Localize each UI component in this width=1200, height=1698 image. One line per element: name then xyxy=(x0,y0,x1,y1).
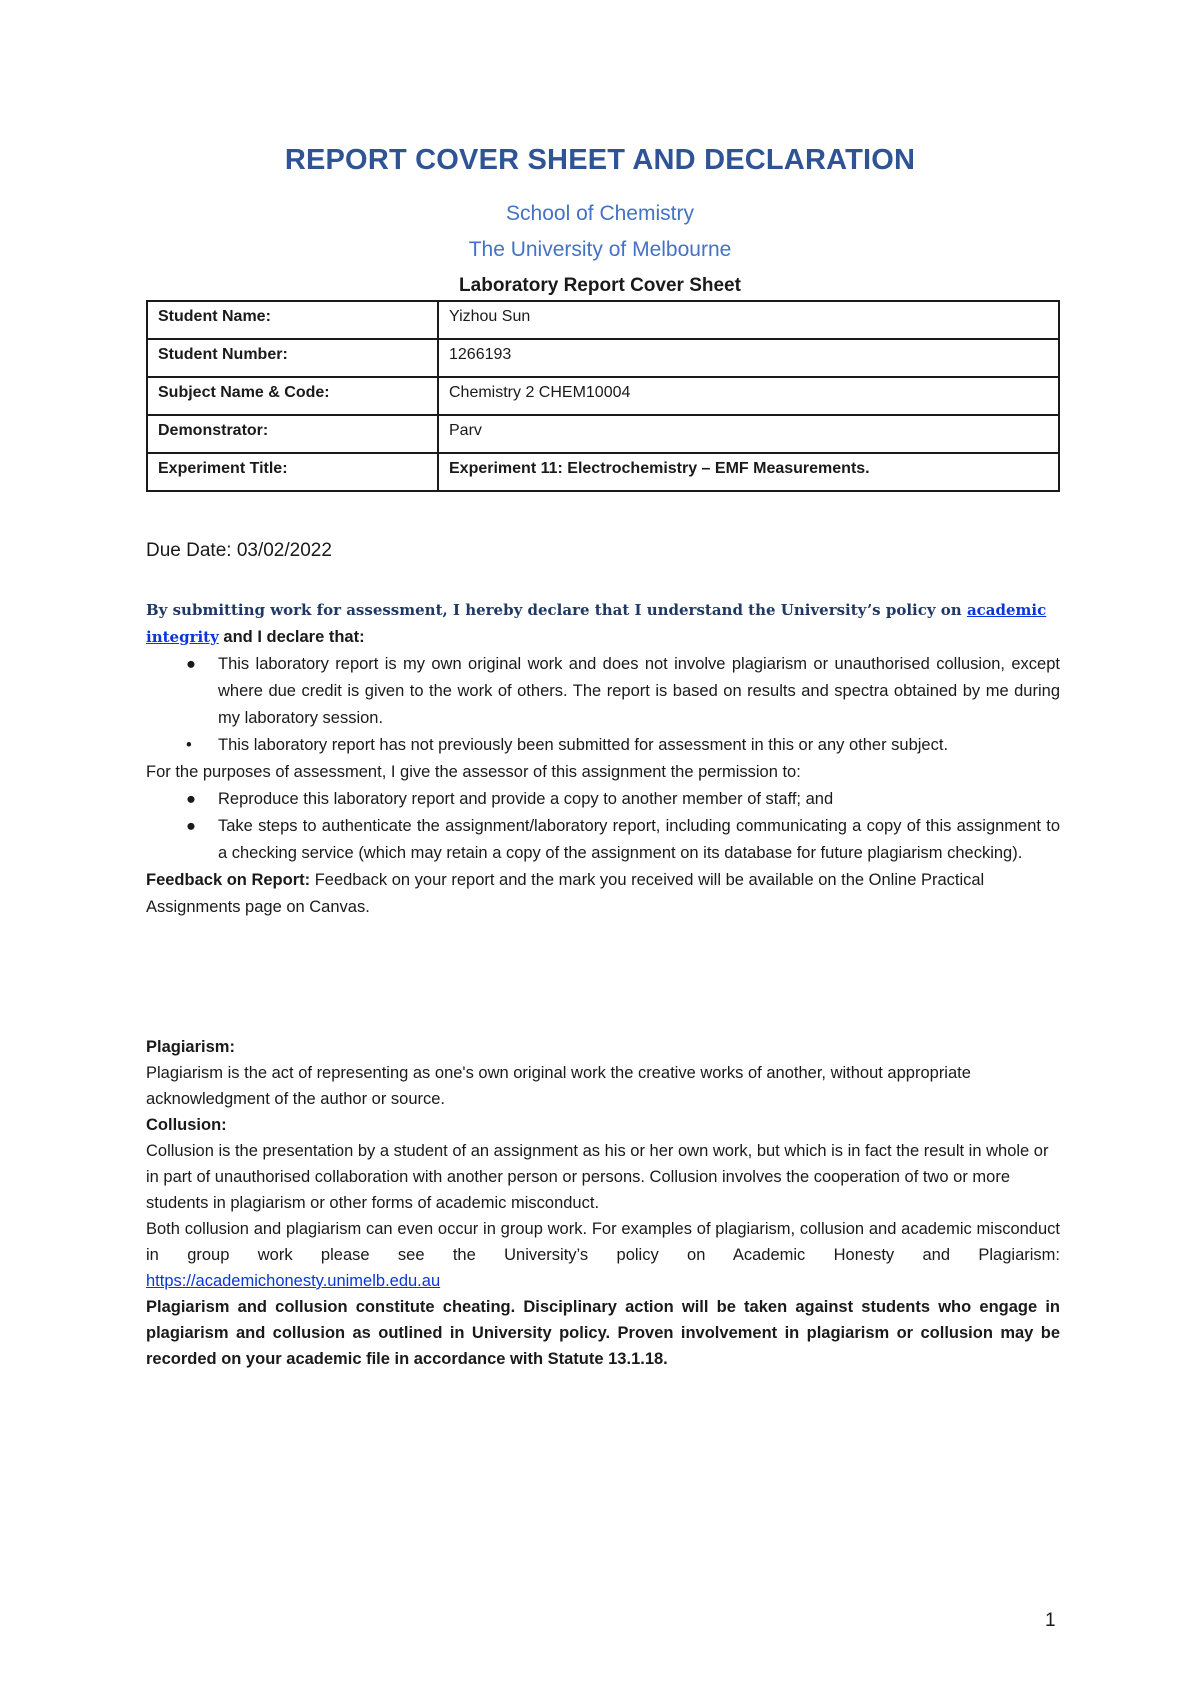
demonstrator-label: Demonstrator: xyxy=(147,415,438,453)
bullet-icon: ● xyxy=(186,655,196,673)
declaration-intro-tail: and I declare that: xyxy=(218,628,365,646)
academic-integrity-link[interactable]: academic integrity xyxy=(146,601,1047,646)
student-number-value: 1266193 xyxy=(438,339,1059,377)
list-item: ● Take steps to authenticate the assignment/laboratory report, including communicating a copy of this assignment to a checking service (which may retain a copy of the assignment on its database for future plagiarism checking). xyxy=(218,813,1060,867)
feedback-text: Feedback on your report and the mark you received will be available on the Online Practical Assignments page on Canvas. xyxy=(146,871,985,916)
group-work-paragraph: Both collusion and plagiarism can even occur in group work. For examples of plagiarism, collusion and academic misconduct in group work please see the University’s policy on Academic Honesty and Plagiarism: https://academichonesty.unimelb.edu.au xyxy=(146,1220,1060,1290)
cheating-warning: Plagiarism and collusion constitute cheating. Disciplinary action will be taken against students who engage in plagiarism and collusion as outlined in University policy. Proven involvement in plagiarism or collusion may be recorded on your academic file in accordance with Statute 13.1.18. xyxy=(146,1298,1060,1368)
bullet-icon: ● xyxy=(186,790,196,808)
experiment-title-label: Experiment Title: xyxy=(147,453,438,491)
student-number-label: Student Number: xyxy=(147,339,438,377)
declaration-list xyxy=(146,651,1060,759)
student-name-label: Student Name: xyxy=(147,301,438,339)
feedback-paragraph xyxy=(146,867,1060,921)
due-date: Due Date: 03/02/2022 xyxy=(146,540,332,561)
table-row xyxy=(147,415,1059,453)
table-row xyxy=(147,339,1059,377)
permission-list xyxy=(146,786,1060,867)
list-item: ● This laboratory report is my own original work and does not involve plagiarism or unauthorised collusion, except where due credit is given to the work of others. The report is based on results and spectra obtained by me during my laboratory session. xyxy=(218,651,1060,732)
declaration-intro-text: By submitting work for assessment, I hereby declare that I understand the University’s policy on xyxy=(146,601,967,619)
page-number: 1 xyxy=(1045,1610,1056,1631)
school-name: School of Chemistry xyxy=(506,202,694,225)
demonstrator-value: Parv xyxy=(438,415,1059,453)
bullet-icon: • xyxy=(186,736,192,754)
plagiarism-section xyxy=(146,1034,1060,1372)
list-item: • This laboratory report has not previously been submitted for assessment in this or any other subject. xyxy=(218,732,1060,759)
table-row xyxy=(147,377,1059,415)
plagiarism-text: Plagiarism is the act of representing as one's own original work the creative works of another, without appropriate acknowledgment of the author or source. xyxy=(146,1064,971,1108)
table-row xyxy=(147,453,1059,491)
declaration-section xyxy=(146,597,1060,921)
collusion-heading: Collusion: xyxy=(146,1116,227,1134)
permission-intro: For the purposes of assessment, I give the assessor of this assignment the permission to: xyxy=(146,763,801,781)
page-title: REPORT COVER SHEET AND DECLARATION xyxy=(284,144,916,176)
feedback-label: Feedback on Report: xyxy=(146,871,311,889)
declaration-intro xyxy=(146,597,1060,651)
bullet-icon: ● xyxy=(186,817,196,835)
university-name: The University of Melbourne xyxy=(468,238,732,261)
sheet-title: Laboratory Report Cover Sheet xyxy=(459,275,741,296)
plagiarism-heading: Plagiarism: xyxy=(146,1038,235,1056)
cover-table xyxy=(146,300,1060,492)
collusion-text: Collusion is the presentation by a student of an assignment as his or her own work, but which is in fact the result in whole or in part of unauthorised collaboration with another person or persons. Collusion involves the cooperation of two or more students in plagiarism or other forms of academic misconduct. xyxy=(146,1142,1049,1212)
subject-label: Subject Name & Code: xyxy=(147,377,438,415)
table-row xyxy=(147,301,1059,339)
subject-value: Chemistry 2 CHEM10004 xyxy=(438,377,1059,415)
academic-honesty-link[interactable]: https://academichonesty.unimelb.edu.au xyxy=(146,1272,441,1290)
list-item: ● Reproduce this laboratory report and provide a copy to another member of staff; and xyxy=(218,786,1060,813)
experiment-title-value: Experiment 11: Electrochemistry – EMF Measurements. xyxy=(438,453,1059,491)
student-name-value: Yizhou Sun xyxy=(438,301,1059,339)
